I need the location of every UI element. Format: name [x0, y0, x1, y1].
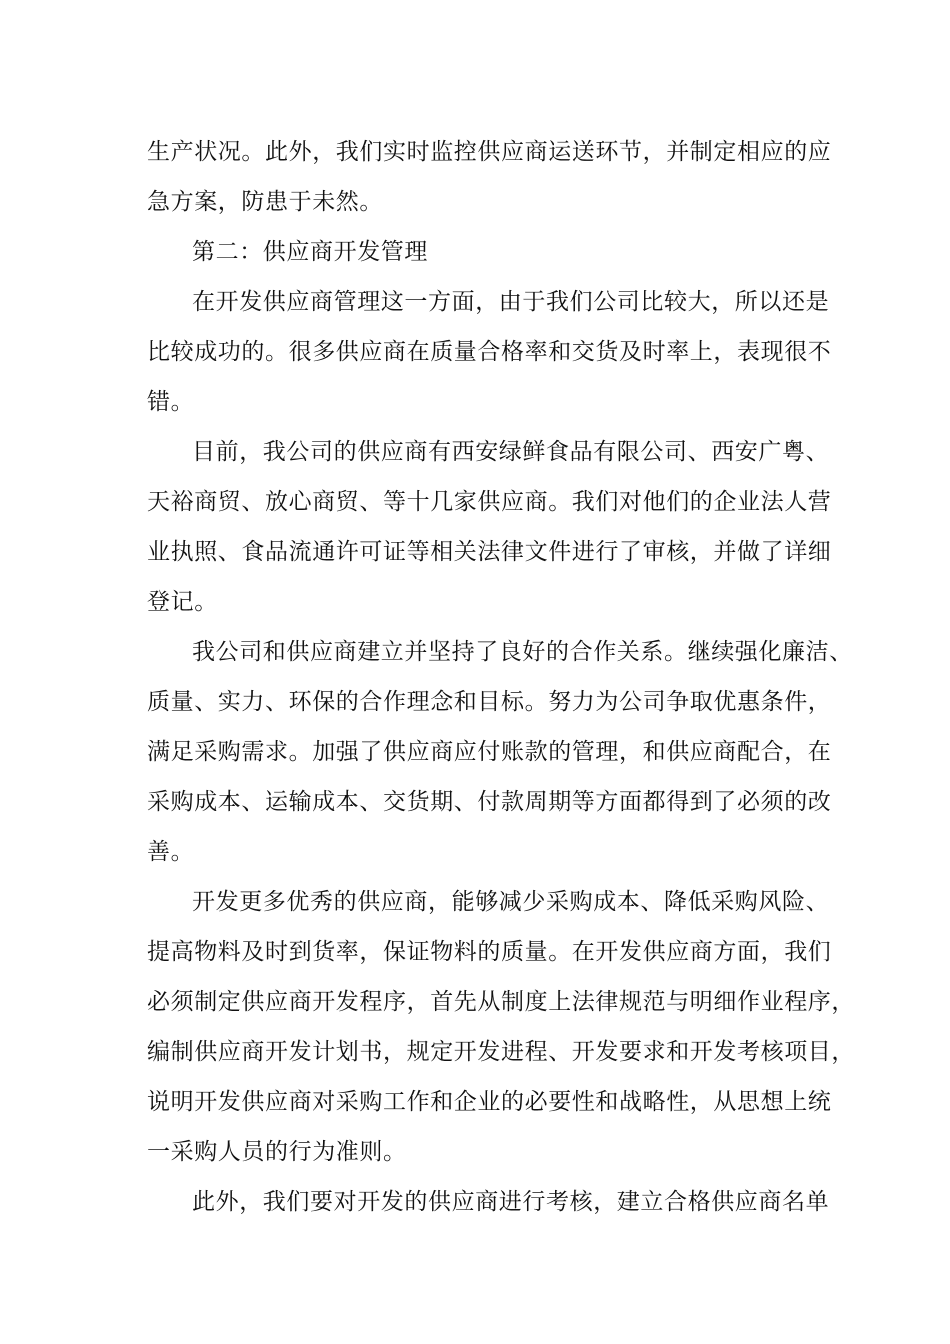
text-line: 善。: [147, 839, 195, 865]
text-line: 错。: [147, 389, 195, 415]
text-line: 天裕商贸、放心商贸、等十几家供应商。我们对他们的企业法人营: [147, 489, 832, 515]
paragraph-first-line: 开发更多优秀的供应商，能够减少采购成本、降低采购风险、: [192, 889, 830, 915]
section-heading: 第二：供应商开发管理: [192, 239, 428, 265]
text-line: 业执照、食品流通许可证等相关法律文件进行了审核，并做了详细: [147, 539, 832, 565]
text-line: 比较成功的。很多供应商在质量合格率和交货及时率上，表现很不: [147, 339, 832, 365]
text-line: 编制供应商开发计划书，规定开发进程、开发要求和开发考核项目，: [147, 1039, 855, 1065]
paragraph-first-line: 此外，我们要对开发的供应商进行考核，建立合格供应商名单: [192, 1189, 830, 1215]
text-line: 登记。: [147, 589, 218, 615]
text-line: 满足采购需求。加强了供应商应付账款的管理，和供应商配合，在: [147, 739, 832, 765]
text-line: 一采购人员的行为准则。: [147, 1139, 407, 1165]
text-line: 生产状况。此外，我们实时监控供应商运送环节，并制定相应的应: [147, 139, 832, 165]
text-line: 急方案，防患于未然。: [147, 189, 383, 215]
paragraph-first-line: 目前，我公司的供应商有西安绿鲜食品有限公司、西安广粤、: [192, 439, 830, 465]
text-line: 提高物料及时到货率，保证物料的质量。在开发供应商方面，我们: [147, 939, 832, 965]
text-line: 说明开发供应商对采购工作和企业的必要性和战略性，从思想上统: [147, 1089, 832, 1115]
paragraph-first-line: 我公司和供应商建立并坚持了良好的合作关系。继续强化廉洁、: [192, 639, 853, 665]
paragraph-first-line: 在开发供应商管理这一方面，由于我们公司比较大，所以还是: [192, 289, 830, 315]
text-line: 采购成本、运输成本、交货期、付款周期等方面都得到了必须的改: [147, 789, 832, 815]
text-line: 质量、实力、环保的合作理念和目标。努力为公司争取优惠条件，: [147, 689, 832, 715]
text-line: 必须制定供应商开发程序，首先从制度上法律规范与明细作业程序，: [147, 989, 855, 1015]
